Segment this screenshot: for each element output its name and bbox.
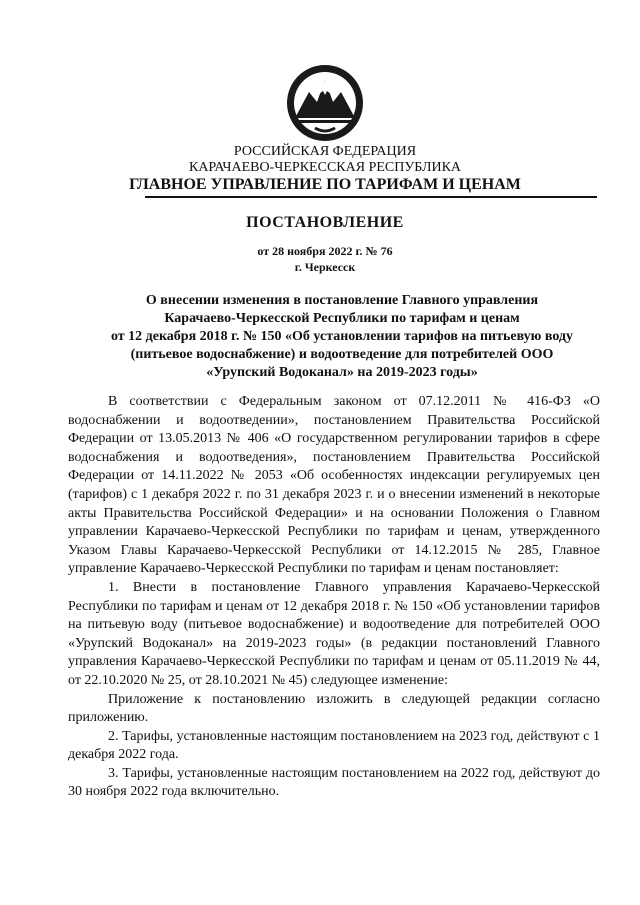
document-subject <box>70 292 614 382</box>
item-1-change-paragraph: Приложение к постановлению изложить в следующей редакции согласно приложению. <box>68 691 600 726</box>
header-agency: ГЛАВНОЕ УПРАВЛЕНИЕ ПО ТАРИФАМ И ЦЕНАМ <box>129 176 521 193</box>
subject-line: от 12 декабря 2018 г. № 150 «Об установлении тарифов на питьевую воду <box>110 329 574 344</box>
document-body <box>68 393 600 802</box>
document-type: ПОСТАНОВЛЕНИЕ <box>246 214 404 231</box>
item-3-paragraph: 3. Тарифы, установленные настоящим постановлением на 2022 год, действуют до 30 ноября 2022 года включительно. <box>68 765 600 800</box>
document-city: г. Черкесск <box>294 260 356 274</box>
header-country: РОССИЙСКАЯ ФЕДЕРАЦИЯ <box>233 144 417 159</box>
coat-of-arms-icon <box>285 62 365 144</box>
subject-line: О внесении изменения в постановление Главного управления <box>145 293 539 308</box>
preamble-paragraph: В соответствии с Федеральным законом от 07.12.2011 № 416-ФЗ «О водоснабжении и водоотведении», постановлением Правительства Российской Федерации от 13.05.2013 № 406 «О государственном регулировании тарифов в сфере водоснабжения и водоотведения», постановлением Правительства Российской Федерации от 14.11.2022 № 2053 «Об особенностях индексации регулируемых цен (тарифов) с 1 декабря 2022 г. по 31 декабря 2023 г. и о внесении изменений в некоторые акты Правительства Российской Федерации» и на основании Положения о Главном управлении Карачаево-Черкесской Республики по тарифам и ценам, утвержденного Указом Главы Карачаево-Черкесской Республики от 14.12.2015 № 285, Главное управление Карачаево-Черкесской Республики по тарифам и ценам постановляет: <box>68 394 600 577</box>
subject-line: (питьевое водоснабжение) и водоотведение для потребителей ООО <box>130 347 554 362</box>
item-2-paragraph: 2. Тарифы, установленные настоящим постановлением на 2023 год, действуют с 1 декабря 2022 года. <box>68 728 600 763</box>
header-republic: КАРАЧАЕВО-ЧЕРКЕССКАЯ РЕСПУБЛИКА <box>188 160 462 175</box>
header-divider <box>145 196 597 198</box>
document-date-number: от 28 ноября 2022 г. № 76 <box>257 244 393 258</box>
subject-line: «Урупский Водоканал» на 2019-2023 годы» <box>206 365 478 380</box>
subject-line: Карачаево-Черкесской Республики по тарифам и ценам <box>164 311 520 326</box>
item-1-paragraph: 1. Внести в постановление Главного управления Карачаево-Черкесской Республики по тарифам и ценам от 12 декабря 2018 г. № 150 «Об установлении тарифов на питьевую воду (питьевое водоснабжение) и водоотведение для потребителей ООО «Урупский Водоканал» на 2019-2023 годы» (в редакции постановлений Главного управления Карачаево-Черкесской Республики по тарифам и ценам от 05.11.2019 № 44, от 22.10.2020 № 25, от 28.10.2021 № 45) следующее изменение: <box>68 579 600 688</box>
